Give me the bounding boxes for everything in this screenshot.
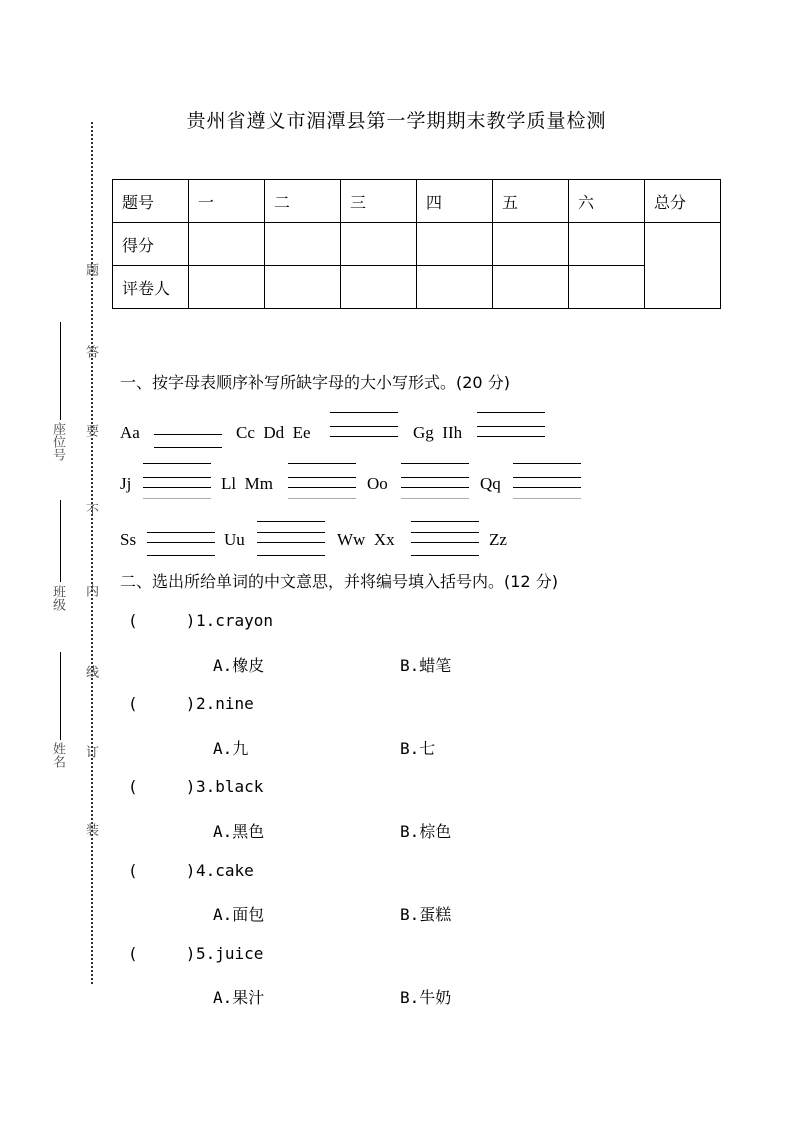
answer-paren[interactable]: ( ) bbox=[128, 944, 196, 963]
option-b: B.蛋糕 bbox=[400, 905, 452, 924]
seal-char: 题 bbox=[83, 263, 98, 276]
table-row bbox=[113, 180, 721, 223]
option-a: A.黑色 bbox=[213, 822, 265, 841]
header-cell: 六 bbox=[569, 180, 645, 223]
option-a: A.九 bbox=[213, 739, 249, 758]
seal-char: 答 bbox=[83, 345, 98, 358]
grader-cell[interactable] bbox=[341, 266, 417, 309]
score-cell[interactable] bbox=[569, 223, 645, 266]
letter-pair: Jj bbox=[120, 474, 132, 493]
grader-cell[interactable] bbox=[189, 266, 265, 309]
score-cell[interactable] bbox=[265, 223, 341, 266]
letter-blank[interactable] bbox=[330, 409, 398, 429]
grader-cell[interactable] bbox=[493, 266, 569, 309]
letter-pair: Zz bbox=[489, 530, 507, 549]
letter-blank[interactable] bbox=[147, 520, 215, 540]
question-word: 5.juice bbox=[196, 944, 264, 963]
option-b: B.蜡笔 bbox=[400, 656, 452, 675]
header-cell: 四 bbox=[417, 180, 493, 223]
letter-pair: Qq bbox=[480, 474, 501, 493]
header-cell: 一 bbox=[189, 180, 265, 223]
answer-paren[interactable]: ( ) bbox=[128, 694, 196, 713]
seal-char: 要 bbox=[83, 424, 98, 437]
question-word: 4.cake bbox=[196, 861, 254, 880]
class-label: 班级 bbox=[50, 585, 65, 611]
option-a: A.果汁 bbox=[213, 988, 265, 1007]
name-label: 姓名 bbox=[50, 742, 65, 768]
table-row bbox=[113, 223, 721, 266]
header-cell: 二 bbox=[265, 180, 341, 223]
grader-cell[interactable] bbox=[417, 266, 493, 309]
name-field[interactable] bbox=[60, 652, 61, 740]
option-b: B.七 bbox=[400, 739, 436, 758]
seal-char: 内 bbox=[83, 584, 98, 597]
grader-cell[interactable] bbox=[569, 266, 645, 309]
page-title: 贵州省遵义市湄潭县第一学期期末教学质量检测 bbox=[186, 110, 607, 132]
class-field[interactable] bbox=[60, 500, 61, 582]
row-label: 得分 bbox=[113, 223, 189, 266]
option-b: B.牛奶 bbox=[400, 988, 452, 1007]
option-a: A.面包 bbox=[213, 905, 265, 924]
question-word: 2.nine bbox=[196, 694, 254, 713]
question-word: 3.black bbox=[196, 777, 264, 796]
option-b: B.棕色 bbox=[400, 822, 452, 841]
header-cell: 题号 bbox=[113, 180, 189, 223]
letter-blank[interactable] bbox=[154, 415, 222, 435]
letter-pair: Oo bbox=[367, 474, 388, 493]
grader-cell[interactable] bbox=[265, 266, 341, 309]
question-word: 1.crayon bbox=[196, 611, 274, 630]
score-table bbox=[112, 179, 721, 309]
letter-blank[interactable] bbox=[477, 409, 545, 429]
letter-pair: Aa bbox=[120, 423, 140, 442]
seal-char: 不 bbox=[83, 503, 98, 516]
score-cell[interactable] bbox=[341, 223, 417, 266]
header-cell: 三 bbox=[341, 180, 417, 223]
letter-blank[interactable] bbox=[401, 460, 469, 480]
letter-blank[interactable] bbox=[411, 518, 479, 538]
seat-number-label: 座位号 bbox=[50, 422, 65, 461]
seal-char: 线 bbox=[83, 665, 98, 678]
option-a: A.橡皮 bbox=[213, 656, 265, 675]
seal-char: 订 bbox=[83, 745, 98, 758]
binding-dotted-line bbox=[91, 122, 93, 984]
row-label: 评卷人 bbox=[113, 266, 189, 309]
letter-pair: Ww Xx bbox=[337, 530, 395, 549]
letter-pair: Ss bbox=[120, 530, 137, 549]
letter-blank[interactable] bbox=[513, 460, 581, 480]
answer-paren[interactable]: ( ) bbox=[128, 777, 196, 796]
answer-paren[interactable]: ( ) bbox=[128, 861, 196, 880]
letter-pair: Gg IIh bbox=[413, 423, 463, 442]
score-cell[interactable] bbox=[493, 223, 569, 266]
score-cell[interactable] bbox=[417, 223, 493, 266]
letter-pair: Cc Dd Ee bbox=[236, 423, 311, 442]
table-row bbox=[113, 266, 721, 309]
letter-blank[interactable] bbox=[288, 460, 356, 480]
answer-paren[interactable]: ( ) bbox=[128, 611, 196, 630]
score-cell[interactable] bbox=[189, 223, 265, 266]
letter-pair: Uu bbox=[224, 530, 245, 549]
letter-blank[interactable] bbox=[143, 460, 211, 480]
header-cell: 五 bbox=[493, 180, 569, 223]
section2-heading: 二、选出所给单词的中文意思，并将编号填入括号内。(12 分) bbox=[120, 572, 558, 591]
letter-blank[interactable] bbox=[257, 518, 325, 538]
total-score-cell[interactable] bbox=[645, 223, 721, 309]
seal-char: 装 bbox=[83, 823, 98, 836]
seat-number-field[interactable] bbox=[60, 322, 61, 420]
section1-heading: 一、按字母表顺序补写所缺字母的大小写形式。(20 分) bbox=[120, 373, 510, 392]
letter-pair: Ll Mm bbox=[221, 474, 273, 493]
header-cell: 总分 bbox=[645, 180, 721, 223]
